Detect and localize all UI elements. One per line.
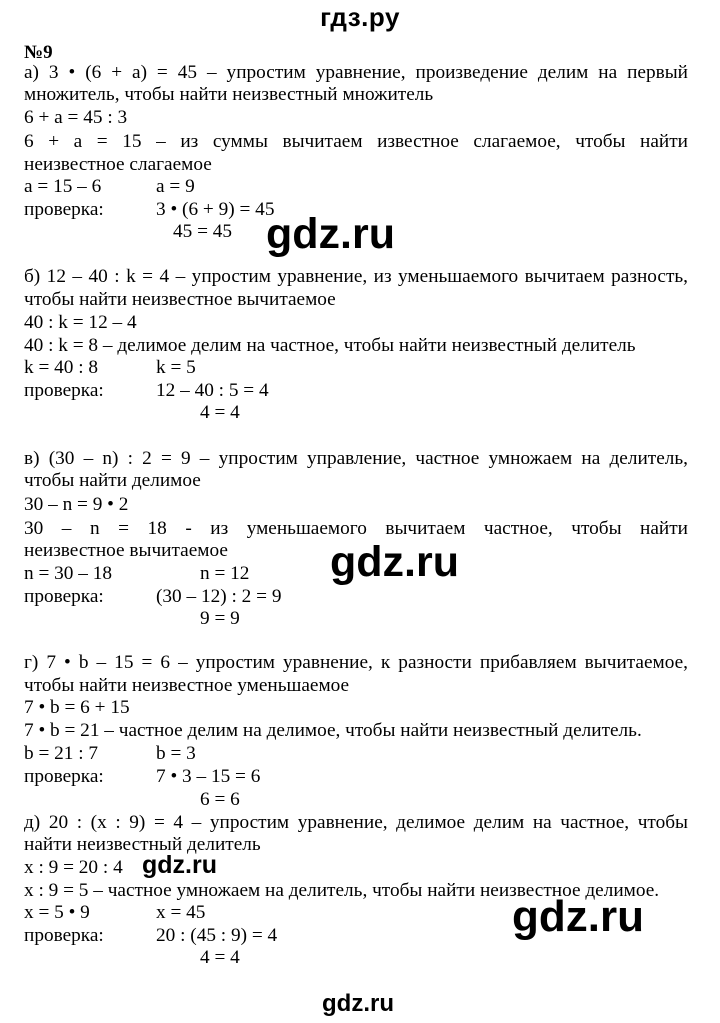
section-g-check-label: проверка: xyxy=(24,766,104,787)
section-g-line-5b: b = 3 xyxy=(156,743,196,764)
watermark-4: gdz.ru xyxy=(512,892,644,941)
section-v-line-2: чтобы найти делимое xyxy=(24,470,201,491)
section-v-line-3: 30 – n = 9 • 2 xyxy=(24,494,129,515)
site-header: гдз.ру xyxy=(320,2,400,32)
section-v-line-4: 30 – n = 18 - из уменьшаемого вычитаем частное, чтобы найти xyxy=(24,518,688,539)
section-a-line-5: неизвестное слагаемое xyxy=(24,154,212,175)
section-g-line-5a: b = 21 : 7 xyxy=(24,743,99,764)
section-v-line-6b: n = 12 xyxy=(200,563,250,584)
section-d-line-4: x : 9 = 5 – частное умножаем на делитель, чтобы найти неизвестное делимое. xyxy=(24,880,660,901)
section-v-line-5: неизвестное вычитаемое xyxy=(24,540,228,561)
section-b-line-4: 40 : k = 8 – делимое делим на частное, чтобы найти неизвестный делитель xyxy=(24,335,636,356)
section-b-result: 4 = 4 xyxy=(200,402,240,423)
section-v-check-label: проверка: xyxy=(24,586,104,607)
section-d-line-1: д) 20 : (x : 9) = 4 – упростим уравнение, делимое делим на частное, чтобы xyxy=(24,812,688,833)
section-d-line-2: найти неизвестный делитель xyxy=(24,834,261,855)
watermark-2: gdz.ru xyxy=(330,538,459,586)
section-g-line-1: г) 7 • b – 15 = 6 – упростим уравнение, к разности прибавляем вычитаемое, xyxy=(24,652,688,673)
section-a-line-4: 6 + a = 15 – из суммы вычитаем известное слагаемое, чтобы найти xyxy=(24,131,688,152)
section-b-line-5a: k = 40 : 8 xyxy=(24,357,99,378)
section-a-check-label: проверка: xyxy=(24,199,104,220)
section-g-line-3: 7 • b = 6 + 15 xyxy=(24,697,130,718)
section-d-line-5a: x = 5 • 9 xyxy=(24,902,90,923)
section-d-check-label: проверка: xyxy=(24,925,104,946)
section-b-line-1: б) 12 – 40 : k = 4 – упростим уравнение, из уменьшаемого вычитаем разность, xyxy=(24,266,688,287)
section-a-line-1: а) 3 • (6 + a) = 45 – упростим уравнение, произведение делим на первый xyxy=(24,62,688,83)
section-d-check: 20 : (45 : 9) = 4 xyxy=(156,925,278,946)
section-g-line-4: 7 • b = 21 – частное делим на делимое, чтобы найти неизвестный делитель. xyxy=(24,720,642,741)
watermark-3: gdz.ru xyxy=(142,851,217,879)
section-b-line-3: 40 : k = 12 – 4 xyxy=(24,312,137,333)
section-b-line-2: чтобы найти неизвестное вычитаемое xyxy=(24,289,336,310)
section-a-line-6b: a = 9 xyxy=(156,176,195,197)
section-g-check: 7 • 3 – 15 = 6 xyxy=(156,766,261,787)
section-a-line-2: множитель, чтобы найти неизвестный множитель xyxy=(24,84,434,105)
section-v-result: 9 = 9 xyxy=(200,608,240,629)
section-b-check-label: проверка: xyxy=(24,380,104,401)
section-d-result: 4 = 4 xyxy=(200,947,240,968)
section-d-line-3: x : 9 = 20 : 4 xyxy=(24,857,123,878)
section-a-result: 45 = 45 xyxy=(173,221,233,242)
section-a-line-3: 6 + a = 45 : 3 xyxy=(24,107,128,128)
watermark-1: gdz.ru xyxy=(266,210,395,258)
section-v-check: (30 – 12) : 2 = 9 xyxy=(156,586,282,607)
section-g-result: 6 = 6 xyxy=(200,789,240,810)
section-v-line-6a: n = 30 – 18 xyxy=(24,563,112,584)
section-v-line-1: в) (30 – n) : 2 = 9 – упростим управление, частное умножаем на делитель, xyxy=(24,448,688,469)
exercise-number: №9 xyxy=(24,42,53,63)
section-d-line-5b: x = 45 xyxy=(156,902,206,923)
watermark-footer: gdz.ru xyxy=(322,990,394,1017)
section-a-check: 3 • (6 + 9) = 45 xyxy=(156,199,275,220)
section-b-check: 12 – 40 : 5 = 4 xyxy=(156,380,269,401)
section-b-line-5b: k = 5 xyxy=(156,357,196,378)
section-a-line-6a: a = 15 – 6 xyxy=(24,176,102,197)
section-g-line-2: чтобы найти неизвестное уменьшаемое xyxy=(24,675,350,696)
